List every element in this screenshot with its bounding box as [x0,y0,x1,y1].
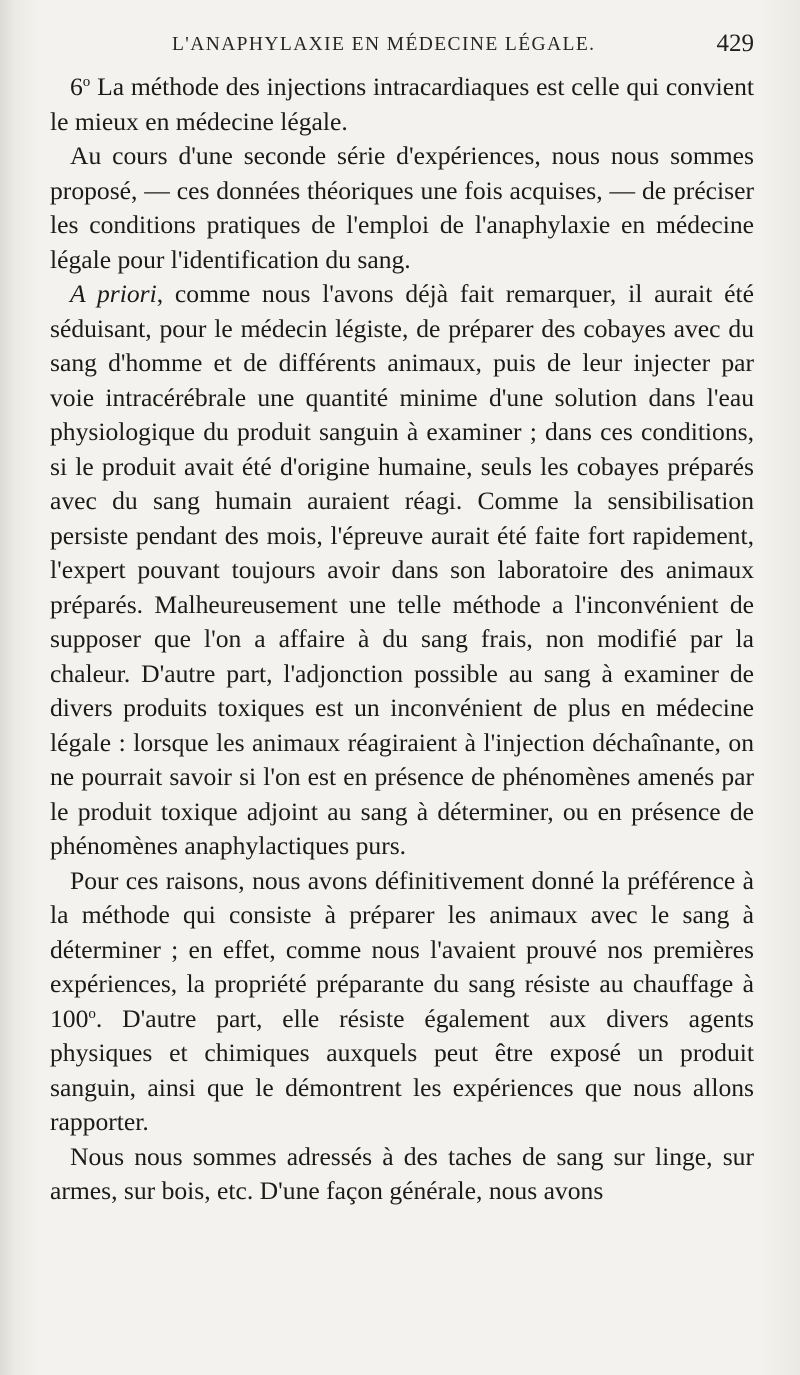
paragraph-4 [50,864,754,1140]
body-text [50,70,754,1209]
degree-sign: o [82,74,91,90]
paragraph-1-text: La méthode des injections intracardiaques est celle qui convient le mieux en médecine légale. [50,72,754,136]
running-title: L'ANAPHYLAXIE EN MÉDECINE LÉGALE. [172,34,596,55]
degree-sign-2: o [88,1005,96,1022]
paragraph-3-text: , comme nous l'avons déjà fait remarquer, il aurait été séduisant, pour le médecin légiste, de préparer des cobayes avec du sang d'homme et de différents animaux, puis de leur injecter par voie intracérébrale une quantité minime d'une solution dans l'eau physiologique du produit sanguin à examiner ; dans ces conditions, si le produit avait été d'origine humaine, seuls les cobayes préparés avec du sang humain auraient réagi. Comme la sensibilisation persiste pendant des mois, l'épreuve aurait été faite fort rapidement, l'expert pouvant toujours avoir dans son laboratoire des animaux préparés. Malheureusement une telle méthode a l'inconvénient de supposer que l'on a affaire à du sang frais, non modifié par la chaleur. D'autre part, l'adjonction possible au sang à examiner de divers produits toxiques est un inconvénient de plus en médecine légale : lorsque les animaux réagiraient à l'injection déchaînante, on ne pourrait savoir si l'on est en présence de phénomènes amenés par le produit toxique adjoint au sang à déterminer, ou en présence de phénomènes anaphylactiques purs. [50,279,754,860]
paragraph-5: Nous nous sommes adressés à des taches de sang sur linge, sur armes, sur bois, etc. D'une façon générale, nous avons [50,1141,754,1205]
paragraph-4-text-before: Pour ces raisons, nous avons définitivement donné la préférence à la méthode qui consiste à préparer les animaux avec le sang à déterminer ; en effet, comme nous l'avaient prouvé nos premières expériences, la propriété préparante du sang résiste au chauffage à 100 [50,865,754,1033]
paragraph-1 [50,70,754,139]
paragraph-3 [50,277,754,864]
section-number: 6 [70,72,83,101]
italic-a-priori: A priori [70,279,157,308]
paragraph-2: Au cours d'une seconde série d'expériences, nous nous sommes proposé, — ces données théoriques une fois acquises, — de préciser les conditions pratiques de l'emploi de l'anaphylaxie en médecine légale pour l'identification du sang. [50,141,754,274]
page-number: 429 [716,30,754,57]
running-head [50,30,754,60]
paragraph-4-text-after: . D'autre part, elle résiste également aux divers agents physiques et chimiques auxquels peut être exposé un produit sanguin, ainsi que le démontrent les expériences que nous allons rapporter. [50,1003,754,1136]
